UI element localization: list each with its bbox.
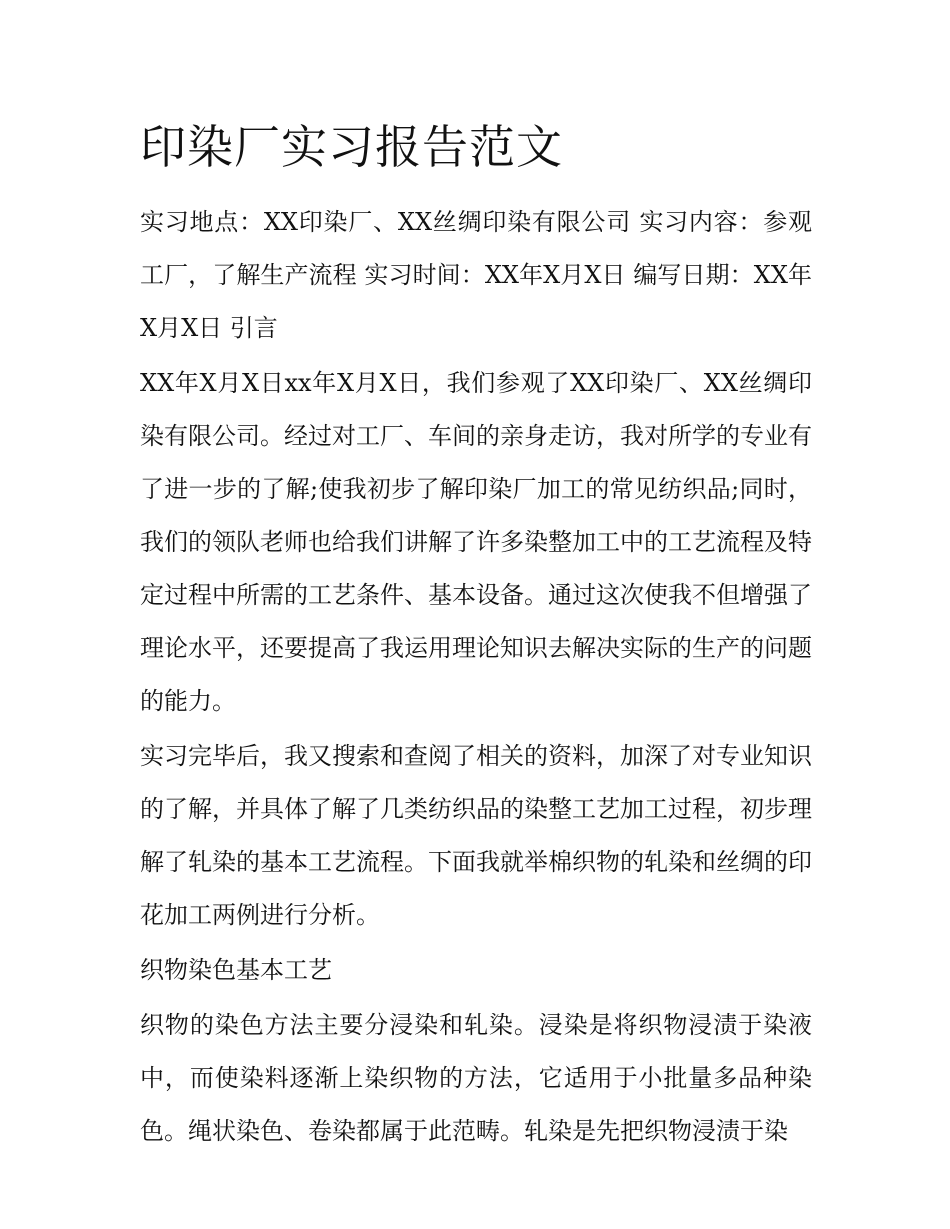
document-body [140,196,812,1160]
section-heading-dyeing-process: 织物染色基本工艺 [140,956,332,984]
paragraph-dyeing-methods: 织物的染色方法主要分浸染和轧染。浸染是将织物浸渍于染液中，而使染料逐渐上染织物的方法，它适用于小批量多品种染色。绳状染色、卷染都属于此范畴。轧染是先把织物浸渍于染 [140,1011,812,1145]
paragraph-visit-summary: XX年X月X日xx年X月X日，我们参观了XX印染厂、XX丝绸印染有限公司。经过对工厂、车间的亲身走访，我对所学的专业有了进一步的了解;使我初步了解印染厂加工的常见纺织品;同时，我们的领队老师也给我们讲解了许多染整加工中的工艺流程及特定过程中所需的工艺条件、基本设备。通过这次使我不但增强了理论水平，还要提高了我运用理论知识去解决实际的生产的问题的能力。 [140,369,812,715]
paragraph-internship-info: 实习地点：XX印染厂、XX丝绸印染有限公司 实习内容：参观工厂，了解生产流程 实习时间：XX年X月X日 编写日期：XX年X月X日 引言 [140,208,812,342]
document-title: 印染厂实习报告范文 [140,120,563,174]
paragraph-after-internship: 实习完毕后，我又搜索和查阅了相关的资料，加深了对专业知识的了解，并具体了解了几类纺织品的染整工艺加工过程，初步理解了轧染的基本工艺流程。下面我就举棉织物的轧染和丝绸的印花加工两例进行分析。 [140,742,812,929]
